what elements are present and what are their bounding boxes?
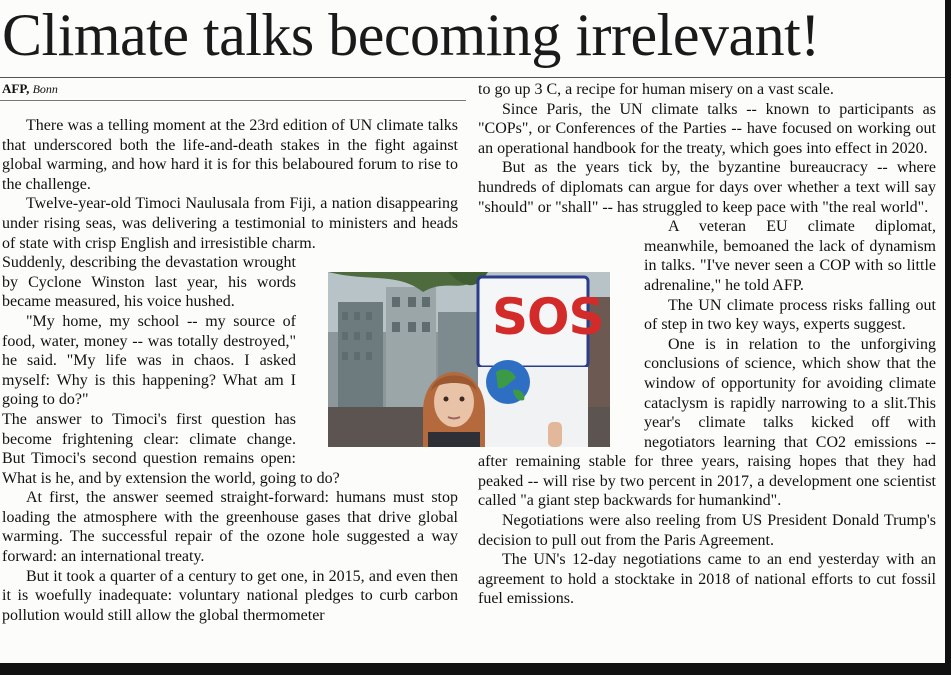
paragraph: Since Paris, the UN climate talks -- known to participants as "COPs", or Conferences of the Parties -- have focused on working out an operational handbook for the treaty, which goes into effect in 2020. bbox=[478, 100, 936, 157]
headline: Climate talks becoming irrelevant! bbox=[2, 2, 820, 68]
byline bbox=[2, 80, 58, 98]
paragraph: One is in relation to the unforgiving conclusions of science, which show that the window of opportunity for avoiding climate cataclysm is rapidly narrowing to a slit.This year's climate talks kicked off with negotiators learning that CO2 emissions -- after remaining stable for three years, raising hopes that they had peaked -- will rise by two percent in 2017, a development one scientist called "a giant step backwards for humankind". bbox=[478, 335, 936, 510]
headline-rule bbox=[0, 77, 951, 78]
paragraph: Negotiations were also reeling from US President Donald Trump's decision to pull out from the Paris Agreement. bbox=[478, 512, 936, 549]
paragraph: There was a telling moment at the 23rd edition of UN climate talks that underscored both the life-and-death stakes in the fight against global warming, and how hard it is for this belaboured forum to rise to the challenge. bbox=[2, 117, 458, 193]
paragraph: A veteran EU climate diplomat, meanwhile, bemoaned the lack of dynamism in talks. "I've never seen a COP with so little adrenaline," he told AFP. bbox=[644, 218, 936, 294]
paragraph: Twelve-year-old Timoci Naulusala from Fiji, a nation disappearing under rising seas, was delivering a testimonial to ministers and heads of state with crisp English and irresistible charm. bbox=[2, 195, 458, 252]
byline-agency: AFP, bbox=[2, 81, 30, 96]
byline-rule bbox=[0, 100, 466, 101]
news-photo bbox=[328, 272, 610, 447]
paragraph: The UN's 12-day negotiations came to an end yesterday with an agreement to hold a stocktake in 2018 of national efforts to cut fossil fuel emissions. bbox=[478, 551, 936, 608]
sos-sign-text: SOS bbox=[492, 288, 604, 346]
paragraph: But as the years tick by, the byzantine bureaucracy -- where hundreds of diplomats can argue for days over whether a text will say "should" or "shall" -- has struggled to keep pace with "the real world". bbox=[478, 159, 936, 216]
byline-city: Bonn bbox=[32, 82, 58, 96]
paragraph: Suddenly, describing the devastation wrought by Cyclone Winston last year, his words became measured, his voice hushed. bbox=[2, 254, 296, 311]
paragraph: The answer to Timoci's first question has become frightening clear: climate change. But Timoci's second question remains open: What is he, and by extension the world, going to do? bbox=[2, 410, 340, 487]
paragraph: At first, the answer seemed straight-forward: humans must stop loading the atmosphere with the greenhouse gases that drive global warming. The successful repair of the ozone hole suggested a way forward: an international treaty. bbox=[2, 489, 458, 566]
paragraph: But it took a quarter of a century to get one, in 2015, and even then it is woefully inadequate: voluntary national pledges to curb carbon pollution would still allow the global thermometer bbox=[2, 567, 458, 624]
paragraph: to go up 3 C, a recipe for human misery on a vast scale. bbox=[478, 81, 834, 98]
paragraph: "My home, my school -- my source of food, water, money -- was totally destroyed," he said. "My life was in chaos. I asked myself: Why is this happening? What am I going to do?" bbox=[2, 312, 296, 409]
page-edge-bottom bbox=[0, 663, 951, 675]
paragraph: The UN climate process risks falling out of step in two key ways, experts suggest. bbox=[644, 296, 936, 334]
page-edge-right bbox=[945, 0, 951, 675]
